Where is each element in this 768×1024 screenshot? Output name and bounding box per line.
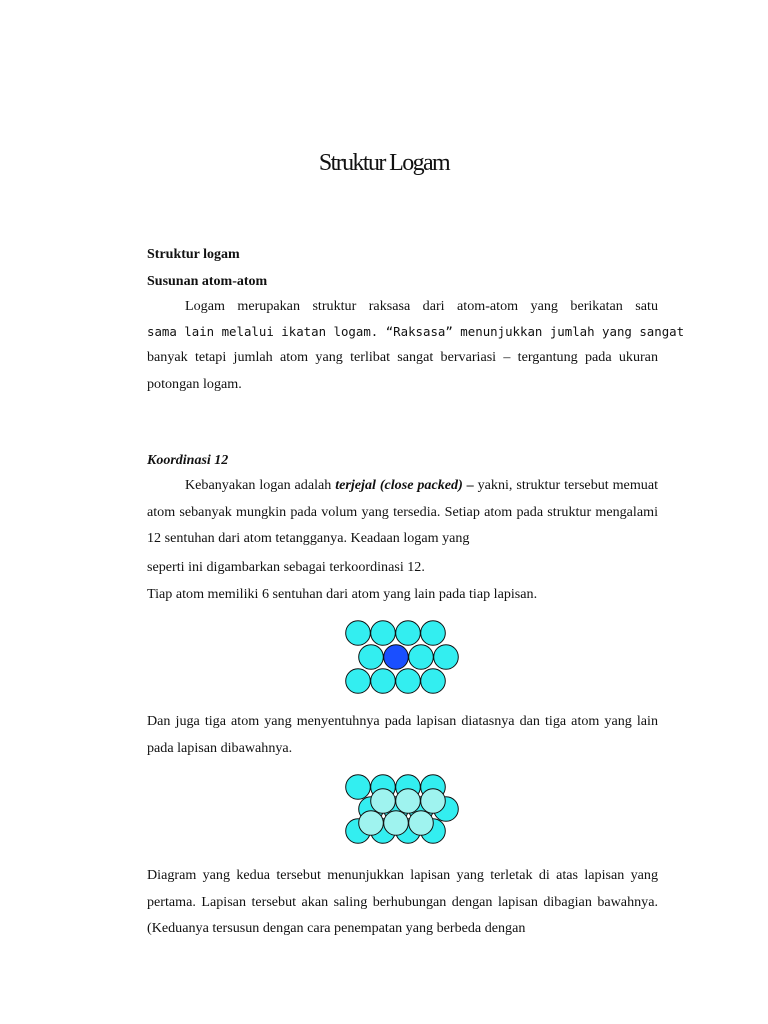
paragraph-4: Dan juga tiga atom yang menyentuhnya pada lapisan diatasnya dan tiga atom yang lain pada lapisan dibawahnya. — [147, 713, 658, 756]
paragraph-2-emphasis: terjejal (close packed) — [335, 477, 463, 493]
section-heading-struktur-logam: Struktur logam — [147, 247, 240, 262]
upper-atom — [421, 789, 446, 814]
atom — [359, 645, 384, 670]
atom — [346, 775, 371, 800]
upper-layer — [359, 789, 446, 836]
atom-row-bottom — [346, 669, 446, 694]
upper-atom — [359, 811, 384, 836]
upper-atom — [371, 789, 396, 814]
paragraph-2-end: yakni, struktur tersebut memuat atom sebanyak mungkin pada volum yang tersedia. Setiap atom pada struktur mengalami 12 sentuhan dari atom tetangganya. Keadaan logam yang — [147, 477, 658, 546]
atom — [371, 621, 396, 646]
page-title: Struktur Logam — [318, 150, 450, 176]
upper-atom — [409, 811, 434, 836]
atom — [371, 669, 396, 694]
atom-row-middle — [359, 645, 459, 670]
two-layer-atom-diagram — [340, 771, 465, 848]
atom — [346, 621, 371, 646]
upper-atom — [384, 811, 409, 836]
subheading-susunan-atom: Susunan atom-atom — [147, 274, 268, 289]
paragraph-1-rest: banyak tetapi jumlah atom yang terlibat sangat bervariasi – tergantung pada ukuran potongan logam. — [147, 349, 658, 392]
paragraph-2-start: Kebanyakan logan adalah — [185, 477, 336, 493]
atom — [421, 669, 446, 694]
paragraph-2 — [147, 472, 658, 552]
atom-row-top — [346, 621, 446, 646]
atom — [421, 621, 446, 646]
upper-atom — [396, 789, 421, 814]
paragraph-2-last-line: seperti ini digambarkan sebagai terkoordinasi 12. — [147, 559, 425, 575]
atom — [396, 621, 421, 646]
paragraph-1-line-2: sama lain melalui ikatan logam. “Raksasa” menunjukkan jumlah yang sangat — [147, 324, 685, 339]
paragraph-3: Tiap atom memiliki 6 sentuhan dari atom yang lain pada tiap lapisan. — [147, 586, 538, 602]
atom — [346, 669, 371, 694]
atom — [409, 645, 434, 670]
paragraph-5: Diagram yang kedua tersebut menunjukkan lapisan yang terletak di atas lapisan yang pertama. Lapisan tersebut akan saling berhubungan dengan lapisan dibagian bawahnya. (Keduanya tersusun dengan cara penempatan yang berbeda dengan — [147, 867, 658, 936]
paragraph-1-line-1: Logam merupakan struktur raksasa dari atom-atom yang berikatan satu — [185, 298, 658, 314]
atom — [396, 669, 421, 694]
atom — [434, 645, 459, 670]
section-heading-koordinasi-12: Koordinasi 12 — [147, 453, 229, 468]
paragraph-2-dash: – — [462, 477, 474, 493]
center-atom — [384, 645, 409, 670]
single-layer-atom-diagram — [340, 616, 465, 698]
